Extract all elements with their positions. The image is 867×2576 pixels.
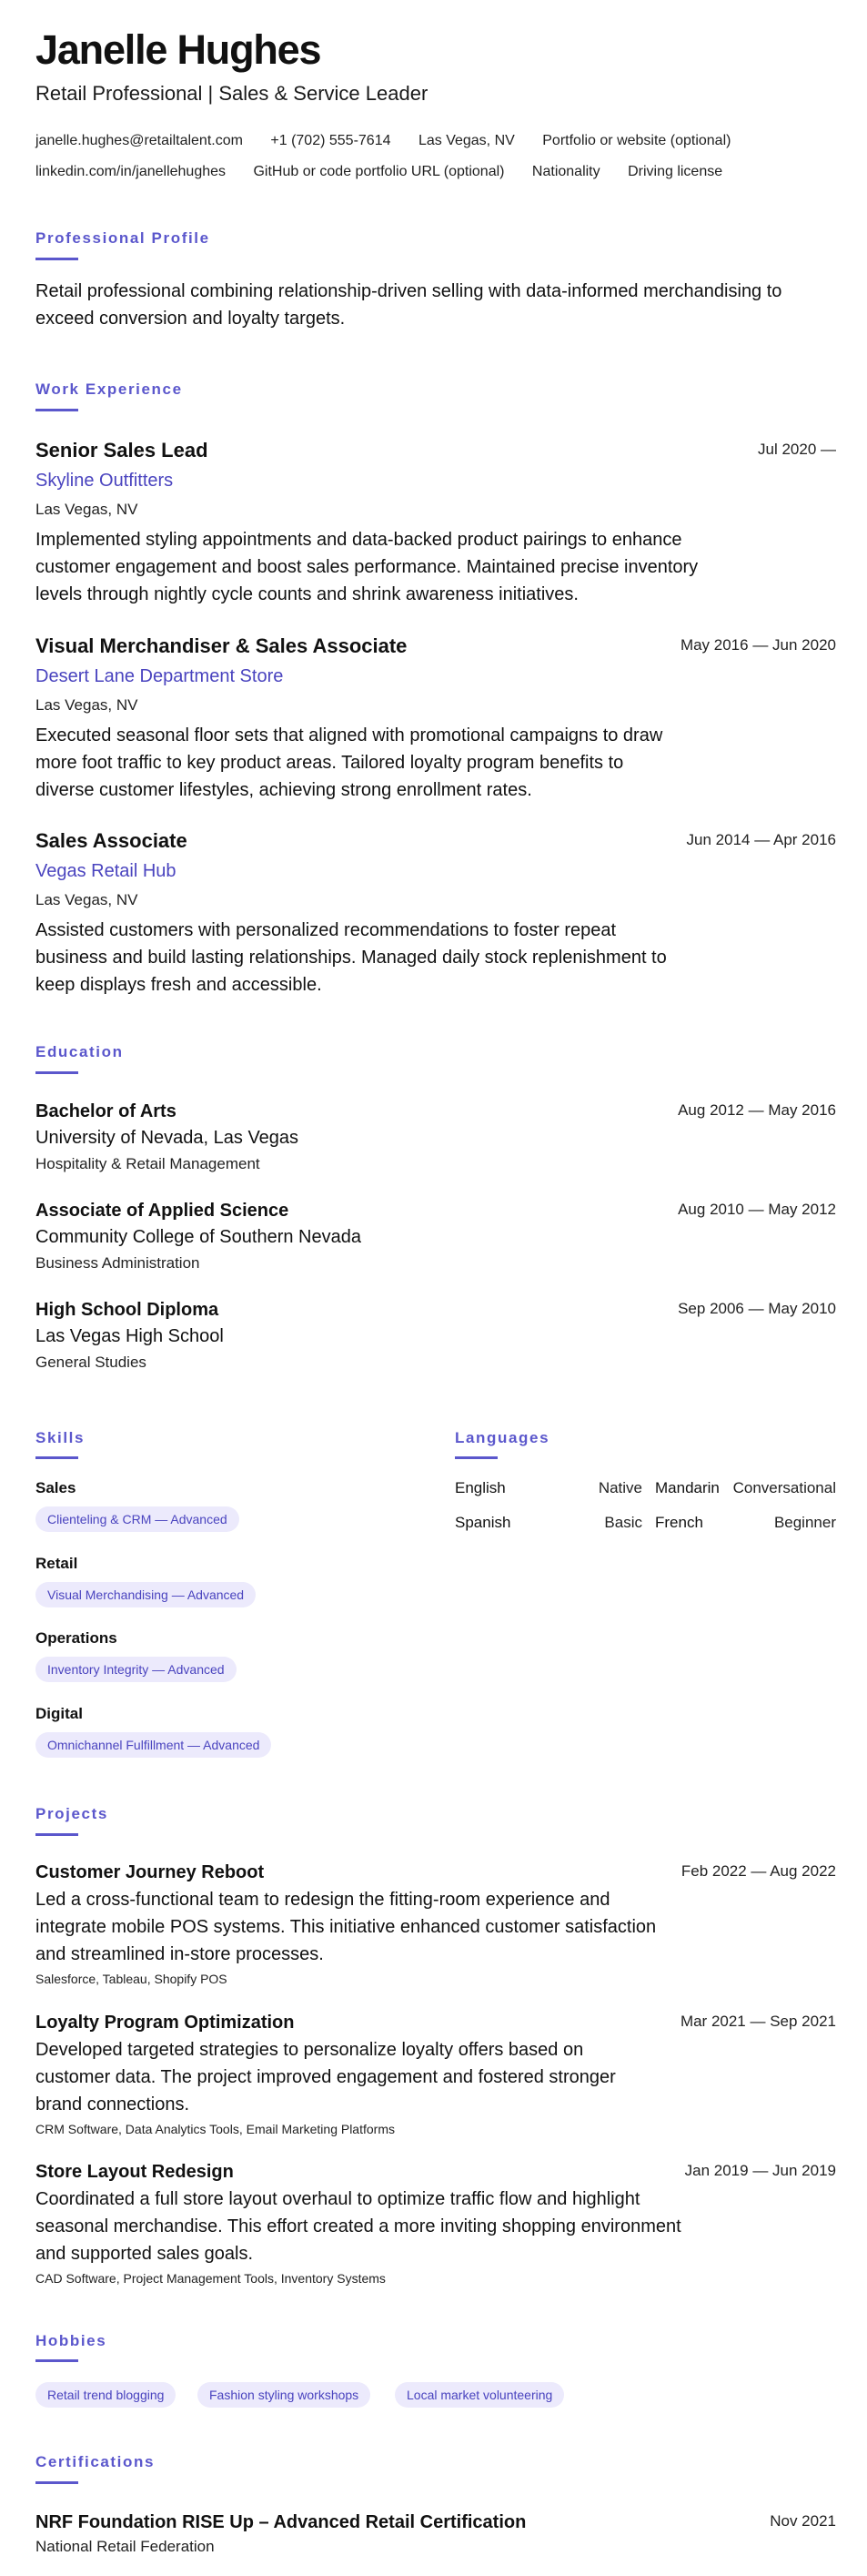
job-company: Desert Lane Department Store xyxy=(35,666,284,686)
certification-name: NRF Foundation RISE Up – Advanced Retail Certification xyxy=(35,2512,527,2532)
education-school: University of Nevada, Las Vegas xyxy=(35,1128,299,1148)
job-location: Las Vegas, NV xyxy=(35,501,138,518)
skill-chip: Visual Merchandising — Advanced xyxy=(35,1582,256,1607)
contact-phone[interactable]: +1 (702) 555-7614 xyxy=(270,133,391,148)
skill-category: Sales xyxy=(35,1479,76,1496)
language-level: Conversational xyxy=(732,1479,836,1496)
section-title-experience: Work Experience xyxy=(35,380,183,398)
section-divider xyxy=(35,1071,78,1074)
skill-category: Digital xyxy=(35,1705,83,1722)
job-title: Sales Associate xyxy=(35,829,187,852)
section-title-projects: Projects xyxy=(35,1805,108,1822)
certification-issuer: National Retail Federation xyxy=(35,2538,215,2555)
job-company: Skyline Outfitters xyxy=(35,471,174,491)
certification-date: Nov 2021 xyxy=(770,2512,836,2530)
job-dates: May 2016 — Jun 2020 xyxy=(680,636,836,654)
section-title-skills: Skills xyxy=(35,1429,86,1446)
hobby-chip: Local market volunteering xyxy=(395,2382,564,2408)
project-title: Customer Journey Reboot xyxy=(35,1862,265,1882)
skill-chip: Omnichannel Fulfillment — Advanced xyxy=(35,1732,271,1758)
contact-email[interactable]: janelle.hughes@retailtalent.com xyxy=(35,133,243,148)
education-field: General Studies xyxy=(35,1354,146,1371)
section-title-hobbies: Hobbies xyxy=(35,2332,107,2349)
education-dates: Aug 2010 — May 2012 xyxy=(678,1201,836,1218)
language-name: Spanish xyxy=(455,1514,511,1531)
education-field: Hospitality & Retail Management xyxy=(35,1155,260,1172)
job-dates: Jun 2014 — Apr 2016 xyxy=(686,831,836,848)
section-divider xyxy=(35,409,78,411)
contact-github[interactable]: GitHub or code portfolio URL (optional) xyxy=(253,164,505,179)
project-description: Coordinated a full store layout overhaul to optimize traffic flow and highlight seasonal merchandise. This effort created a more inviting shopping environment and supported sales goals. xyxy=(35,2189,681,2264)
profile-summary: Retail professional combining relationship-driven selling with data-informed merchandising to exceed conversion and loyalty targets. xyxy=(35,281,782,329)
section-title-certifications: Certifications xyxy=(35,2453,156,2470)
skill-category: Operations xyxy=(35,1629,117,1647)
education-dates: Sep 2006 — May 2010 xyxy=(678,1300,836,1317)
section-divider xyxy=(35,258,78,260)
job-dates: Jul 2020 — xyxy=(758,441,836,458)
skill-chip: Clienteling & CRM — Advanced xyxy=(35,1506,239,1532)
contact-linkedin[interactable]: linkedin.com/in/janellehughes xyxy=(35,164,227,179)
job-location: Las Vegas, NV xyxy=(35,696,138,714)
job-title: Senior Sales Lead xyxy=(35,439,208,461)
candidate-headline: Retail Professional | Sales & Service Leader xyxy=(35,82,428,105)
education-school: Las Vegas High School xyxy=(35,1326,224,1346)
project-tech: CAD Software, Project Management Tools, Inventory Systems xyxy=(35,2271,386,2286)
project-title: Store Layout Redesign xyxy=(35,2162,234,2182)
section-title-languages: Languages xyxy=(455,1429,550,1446)
hobby-chip: Fashion styling workshops xyxy=(197,2382,370,2408)
project-title: Loyalty Program Optimization xyxy=(35,2013,295,2033)
language-name: Mandarin xyxy=(655,1479,720,1496)
job-company: Vegas Retail Hub xyxy=(35,861,176,881)
section-divider xyxy=(35,1833,78,1836)
education-dates: Aug 2012 — May 2016 xyxy=(678,1101,836,1119)
project-description: Led a cross-functional team to redesign the fitting-room experience and integrate mobile POS systems. This initiative enhanced customer satisfaction and streamlined in-store processes. xyxy=(35,1890,657,1964)
education-school: Community College of Southern Nevada xyxy=(35,1227,361,1247)
hobby-chip: Retail trend blogging xyxy=(35,2382,176,2408)
language-level: Basic xyxy=(604,1514,642,1531)
project-dates: Jan 2019 — Jun 2019 xyxy=(684,2162,836,2179)
contact-row xyxy=(35,133,754,149)
language-name: French xyxy=(655,1514,703,1531)
project-tech: Salesforce, Tableau, Shopify POS xyxy=(35,1972,227,1986)
language-level: Native xyxy=(598,1479,642,1496)
language-level: Beginner xyxy=(773,1514,836,1531)
resume-header xyxy=(35,25,836,107)
job-description: Implemented styling appointments and data-backed product pairings to enhance customer engagement and boost sales performance. Maintained precise inventory levels through nightly cycle counts and shrink awareness initiatives. xyxy=(35,530,699,604)
contact-location: Las Vegas, NV xyxy=(418,133,515,148)
section-title-profile: Professional Profile xyxy=(35,229,210,247)
project-tech: CRM Software, Data Analytics Tools, Email Marketing Platforms xyxy=(35,2122,395,2136)
project-dates: Mar 2021 — Sep 2021 xyxy=(680,2013,836,2030)
job-description: Executed seasonal floor sets that aligned with promotional campaigns to draw more foot traffic to key product areas. Tailored loyalty program benefits to diverse customer lifestyles, achieving strong enrollment rates. xyxy=(35,725,663,800)
project-description: Developed targeted strategies to personalize loyalty offers based on customer data. The project improved engagement and fostered stronger brand connections. xyxy=(35,2040,616,2115)
section-divider xyxy=(35,1456,78,1459)
skill-category: Retail xyxy=(35,1555,78,1572)
language-name: English xyxy=(455,1479,506,1496)
contact-driving-license: Driving license xyxy=(628,164,723,179)
education-field: Business Administration xyxy=(35,1254,200,1272)
contact-nationality: Nationality xyxy=(531,164,600,179)
job-description: Assisted customers with personalized recommendations to foster repeat business and build lasting relationships. Managed daily stock replenishment to keep displays fresh and accessible. xyxy=(35,920,667,995)
skill-chip: Inventory Integrity — Advanced xyxy=(35,1657,237,1682)
candidate-name: Janelle Hughes xyxy=(35,26,321,73)
education-degree: High School Diploma xyxy=(35,1300,219,1320)
project-dates: Feb 2022 — Aug 2022 xyxy=(680,1862,836,1880)
education-degree: Bachelor of Arts xyxy=(35,1101,176,1121)
job-title: Visual Merchandiser & Sales Associate xyxy=(35,634,408,657)
contact-portfolio[interactable]: Portfolio or website (optional) xyxy=(542,133,731,148)
section-title-education: Education xyxy=(35,1043,124,1060)
section-divider xyxy=(455,1456,498,1459)
job-location: Las Vegas, NV xyxy=(35,891,138,908)
education-degree: Associate of Applied Science xyxy=(35,1201,289,1221)
section-divider xyxy=(35,2359,78,2362)
section-divider xyxy=(35,2481,78,2484)
contact-row xyxy=(35,164,746,180)
